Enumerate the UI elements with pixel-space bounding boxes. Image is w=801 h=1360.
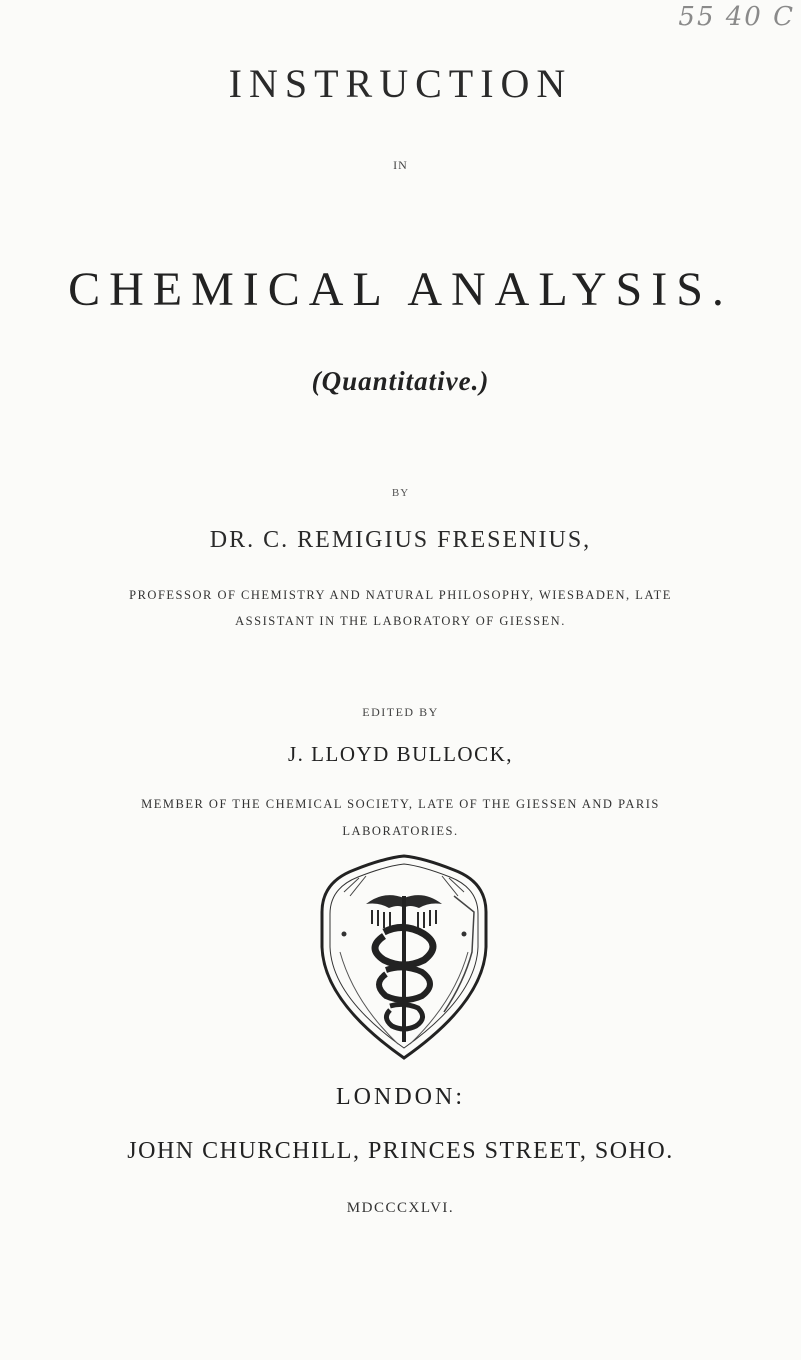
editor-description-line-2: LABORATORIES. [342, 824, 459, 838]
author-description-line-2: ASSISTANT IN THE LABORATORY OF GIESSEN. [235, 614, 566, 628]
publication-place: LONDON: [336, 1084, 465, 1110]
publication-date: MDCCCXLVI. [346, 1200, 455, 1216]
shelfmark: 55 40 C [678, 2, 795, 32]
subtitle: (Quantitative.) [311, 366, 490, 396]
edited-by-label: EDITED BY [362, 705, 439, 719]
title-line-1: INSTRUCTION [228, 61, 573, 106]
editor-name: J. LLOYD BULLOCK, [288, 742, 513, 766]
author-description-line-1: PROFESSOR OF CHEMISTRY AND NATURAL PHILOSOPHY, WIESBADEN, LATE [129, 588, 672, 602]
title-connector: IN [393, 158, 408, 172]
publisher-line: JOHN CHURCHILL, PRINCES STREET, SOHO. [127, 1138, 674, 1164]
title-line-2: CHEMICAL ANALYSIS. [68, 263, 733, 316]
author-name: DR. C. REMIGIUS FRESENIUS, [209, 527, 592, 553]
by-label: BY [391, 487, 410, 499]
editor-description-line-1: MEMBER OF THE CHEMICAL SOCIETY, LATE OF THE GIESSEN AND PARIS [141, 797, 660, 811]
caduceus-shield-emblem-icon [314, 852, 494, 1062]
